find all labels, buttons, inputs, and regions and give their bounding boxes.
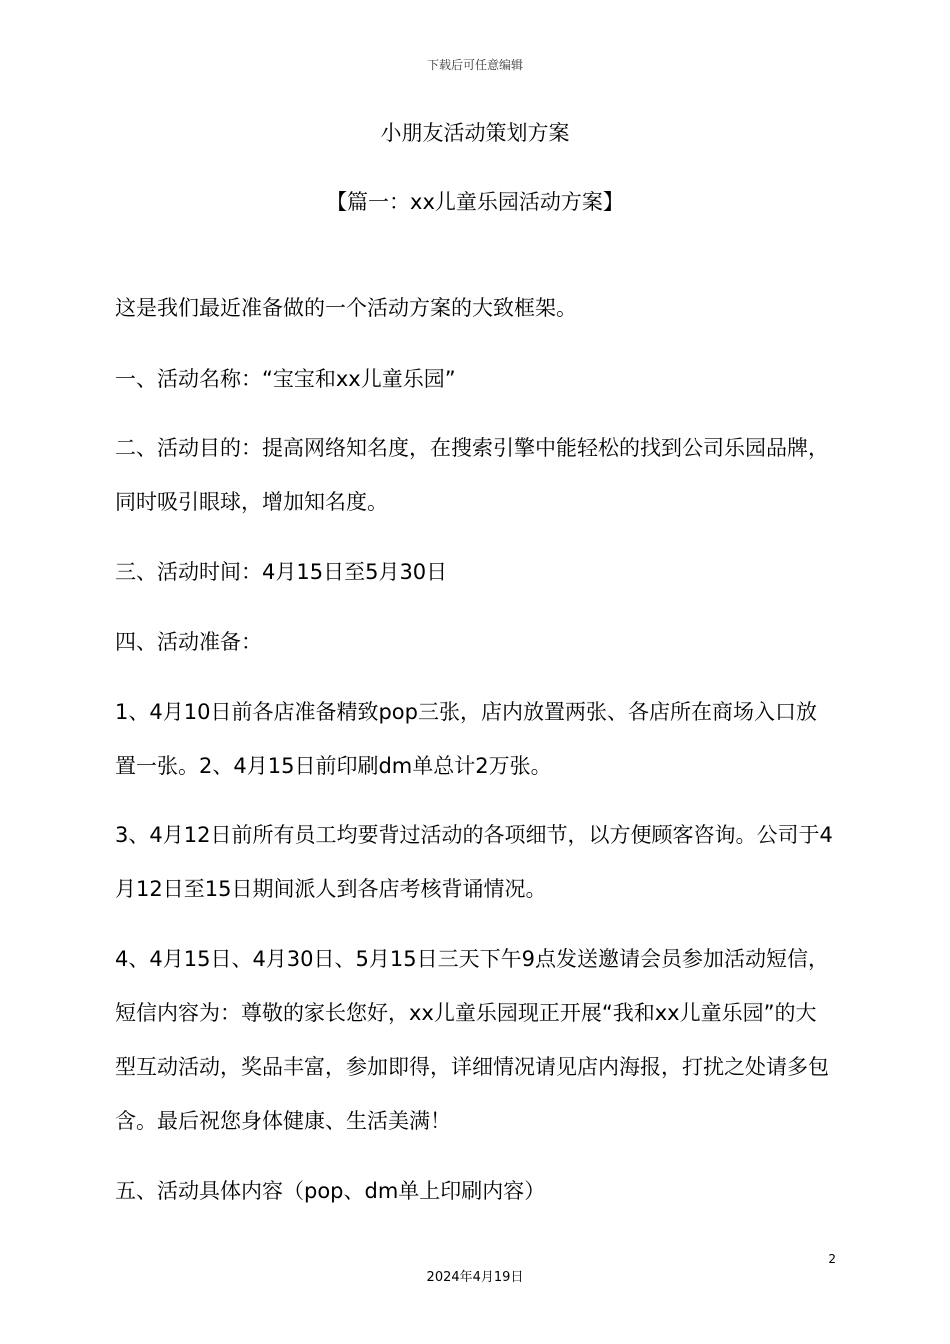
- document-subtitle: 【篇一：xx儿童乐园活动方案】: [326, 190, 624, 214]
- paragraph-preparation-item-3: 3、4月12日前所有员工均要背过活动的各项细节，以方便顾客咨询。公司于4月12日至15日期间派人到各店考核背诵情况。: [115, 823, 833, 901]
- page-number: 2: [828, 1252, 836, 1266]
- paragraph-activity-content: 五、活动具体内容（pop、dm单上印刷内容）: [115, 1179, 546, 1203]
- paragraph-activity-preparation: 四、活动准备：: [115, 630, 262, 654]
- paragraph-activity-purpose: 二、活动目的：提高网络知名度，在搜索引擎中能轻松的找到公司乐园品牌，同时吸引眼球，增加知名度。: [115, 436, 829, 514]
- paragraph-activity-name: 一、活动名称：“宝宝和xx儿童乐园”: [115, 367, 456, 391]
- paragraph-preparation-item-4: 4、4月15日、4月30日、5月15日三天下午9点发送邀请会员参加活动短信，短信内容为：尊敬的家长您好，xx儿童乐园现正开展“我和xx儿童乐园”的大型互动活动，奖品丰富，参加即得，详细情况请见店内海报，打扰之处请多包含。最后祝您身体健康、生活美满！: [115, 947, 829, 1133]
- paragraph-intro: 这是我们最近准备做的一个活动方案的大致框架。: [115, 296, 577, 320]
- paragraph-preparation-item-1-2: 1、4月10日前各店准备精致pop三张，店内放置两张、各店所在商场入口放置一张。2、4月15日前印刷dm单总计2万张。: [115, 700, 817, 778]
- page-header-note: 下载后可任意编辑: [426, 58, 523, 72]
- paragraph-activity-time: 三、活动时间：4月15日至5月30日: [115, 560, 448, 584]
- document-title: 小朋友活动策划方案: [380, 121, 570, 145]
- footer-date: 2024年4月19日: [426, 1270, 524, 1285]
